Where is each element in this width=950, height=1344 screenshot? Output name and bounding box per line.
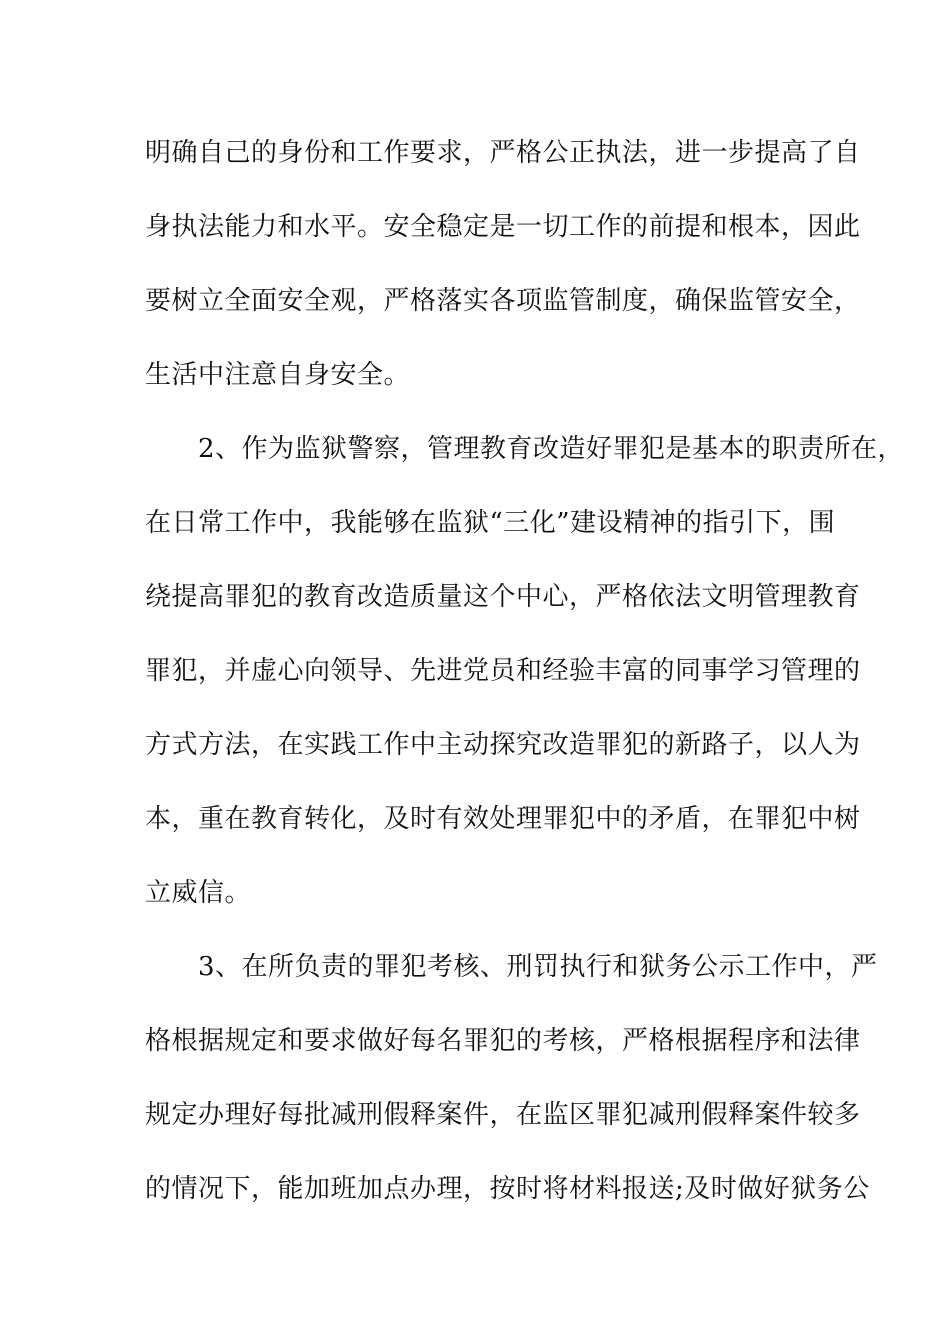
text-line: 绕提高罪犯的教育改造质量这个中心，严格依法文明管理教育 [145,582,861,612]
text-line: 身执法能力和水平。安全稳定是一切工作的前提和根本，因此 [145,212,861,242]
text-line: 明确自己的身份和工作要求，严格公正执法，进一步提高了自 [145,138,861,168]
text-line: 方式方法，在实践工作中主动探究改造罪犯的新路子，以人为 [145,730,861,760]
text-line: 的情况下，能加班加点办理，按时将材料报送;及时做好狱务公 [145,1174,870,1204]
text-line: 2、作为监狱警察，管理教育改造好罪犯是基本的职责所在， [145,434,905,464]
text-line: 在日常工作中，我能够在监狱“三化”建设精神的指引下，围 [145,508,836,538]
text-line: 要树立全面安全观，严格落实各项监管制度，确保监管安全， [145,286,861,316]
text-line: 立威信。 [145,878,252,908]
text-line: 罪犯，并虚心向领导、先进党员和经验丰富的同事学习管理的 [145,656,861,686]
text-line: 规定办理好每批减刑假释案件，在监区罪犯减刑假释案件较多 [145,1100,861,1130]
text-line: 生活中注意自身安全。 [145,360,411,390]
text-line: 本，重在教育转化，及时有效处理罪犯中的矛盾，在罪犯中树 [145,804,861,834]
text-line: 格根据规定和要求做好每名罪犯的考核，严格根据程序和法律 [145,1026,861,1056]
text-line: 3、在所负责的罪犯考核、刑罚执行和狱务公示工作中，严 [145,952,878,982]
